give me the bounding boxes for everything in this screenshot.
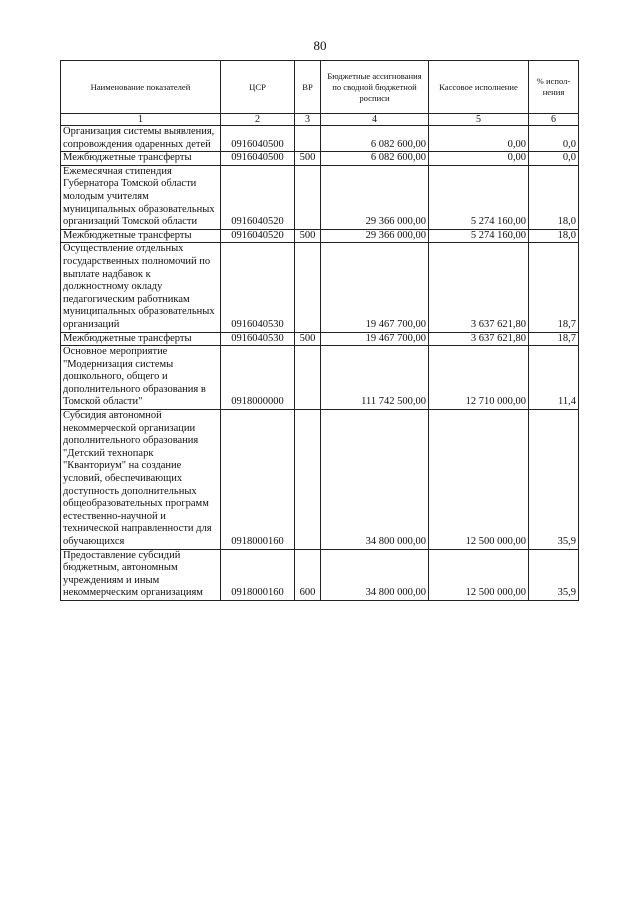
budget-allocation-cell: 34 800 000,00 [321,549,429,600]
table-row [61,243,579,332]
indicator-name-cell: Ежемесячная стипендия Губернатора Томской области молодым учителям муниципальных образовательных организаций Томской области [61,165,221,229]
csr-cell: 0916040520 [221,165,295,229]
cash-execution-cell: 5 274 160,00 [429,165,529,229]
execution-percent-cell: 35,9 [529,549,579,600]
table-body [61,114,579,601]
indicator-name-cell: Межбюджетные трансферты [61,229,221,243]
cash-execution-cell: 0,00 [429,152,529,166]
table-row [61,549,579,600]
table-row [61,229,579,243]
header-cash-execution: Кассовое исполнение [429,61,529,114]
column-number: 3 [295,114,321,126]
budget-allocation-cell: 111 742 500,00 [321,346,429,410]
page-number: 80 [313,38,327,53]
csr-cell: 0916040500 [221,152,295,166]
header-execution-percent: % испол-нения [529,61,579,114]
budget-allocation-cell: 6 082 600,00 [321,126,429,152]
execution-percent-cell: 0,0 [529,126,579,152]
column-number: 5 [429,114,529,126]
vr-cell [295,126,321,152]
indicator-name-cell: Предоставление субсидий бюджетным, автономным учреждениям и иным некоммерческим организациям [61,549,221,600]
csr-cell: 0916040530 [221,243,295,332]
vr-cell [295,243,321,332]
indicator-name-cell: Осуществление отдельных государственных полномочий по выплате надбавок к должностному окладу педагогическим работникам муниципальных образовательных организаций [61,243,221,332]
budget-allocation-cell: 34 800 000,00 [321,410,429,550]
budget-execution-table [60,60,579,601]
vr-cell: 500 [295,152,321,166]
budget-allocation-cell: 29 366 000,00 [321,229,429,243]
vr-cell [295,410,321,550]
indicator-name-cell: Межбюджетные трансферты [61,332,221,346]
budget-allocation-cell: 29 366 000,00 [321,165,429,229]
table-row [61,332,579,346]
execution-percent-cell: 35,9 [529,410,579,550]
csr-cell: 0916040520 [221,229,295,243]
execution-percent-cell: 11,4 [529,346,579,410]
execution-percent-cell: 18,7 [529,243,579,332]
table-row [61,410,579,550]
header-indicator-name: Наименование показателей [61,61,221,114]
cash-execution-cell: 12 710 000,00 [429,346,529,410]
indicator-name-cell: Межбюджетные трансферты [61,152,221,166]
header-csr: ЦСР [221,61,295,114]
header-budget-allocations: Бюджетные ассигнования по сводной бюджетной росписи [321,61,429,114]
column-number: 4 [321,114,429,126]
table-header-row [61,61,579,114]
cash-execution-cell: 5 274 160,00 [429,229,529,243]
csr-cell: 0918000000 [221,346,295,410]
execution-percent-cell: 18,0 [529,229,579,243]
table-row [61,165,579,229]
cash-execution-cell: 3 637 621,80 [429,332,529,346]
vr-cell: 500 [295,229,321,243]
column-number-row [61,114,579,126]
cash-execution-cell: 3 637 621,80 [429,243,529,332]
cash-execution-cell: 12 500 000,00 [429,549,529,600]
vr-cell: 500 [295,332,321,346]
table-row [61,346,579,410]
cash-execution-cell: 0,00 [429,126,529,152]
budget-allocation-cell: 6 082 600,00 [321,152,429,166]
csr-cell: 0916040500 [221,126,295,152]
execution-percent-cell: 18,7 [529,332,579,346]
header-vr: ВР [295,61,321,114]
vr-cell: 600 [295,549,321,600]
column-number: 2 [221,114,295,126]
cash-execution-cell: 12 500 000,00 [429,410,529,550]
indicator-name-cell: Основное мероприятие "Модернизация системы дошкольного, общего и дополнительного образования в Томской области" [61,346,221,410]
column-number: 6 [529,114,579,126]
vr-cell [295,165,321,229]
column-number: 1 [61,114,221,126]
budget-allocation-cell: 19 467 700,00 [321,243,429,332]
indicator-name-cell: Организация системы выявления, сопровождения одаренных детей [61,126,221,152]
execution-percent-cell: 18,0 [529,165,579,229]
indicator-name-cell: Субсидия автономной некоммерческой организации дополнительного образования "Детский технопарк "Кванториум" на создание условий, обеспечивающих доступность дополнительных общеобразовательных программ естественно-научной и технической направленности для обучающихся [61,410,221,550]
vr-cell [295,346,321,410]
execution-percent-cell: 0,0 [529,152,579,166]
csr-cell: 0918000160 [221,549,295,600]
budget-allocation-cell: 19 467 700,00 [321,332,429,346]
table-row [61,126,579,152]
table-row [61,152,579,166]
csr-cell: 0918000160 [221,410,295,550]
csr-cell: 0916040530 [221,332,295,346]
